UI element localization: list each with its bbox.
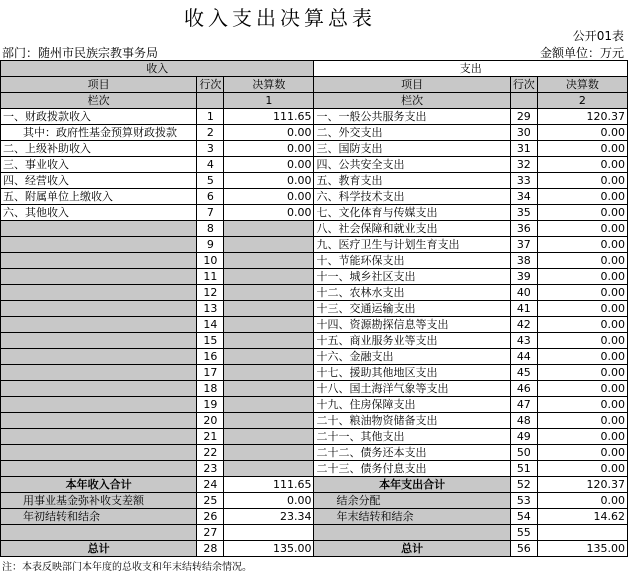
column-number-row <box>1 93 628 109</box>
summary-row <box>1 509 628 525</box>
income-amount-cell <box>224 317 314 333</box>
expense-item-cell: 十六、金融支出 <box>314 349 510 365</box>
expense-row-no-cell: 39 <box>510 269 537 285</box>
expense-summary-item: 结余分配 <box>314 493 510 509</box>
income-item-cell <box>1 237 197 253</box>
income-item-cell: 二、上级补助收入 <box>1 141 197 157</box>
expense-summary-amount: 0.00 <box>537 493 627 509</box>
expense-row-no-cell: 48 <box>510 413 537 429</box>
expense-col-label: 栏次 <box>314 93 510 109</box>
expense-item-cell: 十四、资源勘探信息等支出 <box>314 317 510 333</box>
expense-item-cell: 三、国防支出 <box>314 141 510 157</box>
income-row-no-cell: 4 <box>197 157 224 173</box>
department-label: 部门：随州市民族宗教事务局 <box>2 46 159 60</box>
income-item-cell: 四、经营收入 <box>1 173 197 189</box>
expense-row-no-cell: 41 <box>510 301 537 317</box>
income-amount-cell <box>224 253 314 269</box>
expense-amount-cell: 0.00 <box>537 397 627 413</box>
income-row-no-cell: 12 <box>197 285 224 301</box>
expense-row-no-cell: 42 <box>510 317 537 333</box>
income-item-cell <box>1 349 197 365</box>
income-amount-cell <box>224 349 314 365</box>
expense-item-cell: 二、外交支出 <box>314 125 510 141</box>
expense-amount-cell: 0.00 <box>537 413 627 429</box>
income-summary-item <box>1 525 197 541</box>
income-amount-cell: 0.00 <box>224 125 314 141</box>
income-item-cell <box>1 253 197 269</box>
income-row-no-cell: 11 <box>197 269 224 285</box>
income-amount-cell <box>224 237 314 253</box>
income-item-cell: 一、财政拨款收入 <box>1 109 197 125</box>
income-section-header: 收入 <box>1 61 314 77</box>
page-title: 收入支出决算总表 <box>184 6 376 30</box>
income-col-number: 1 <box>224 93 314 109</box>
table-row <box>1 189 628 205</box>
expense-row-no-cell: 33 <box>510 173 537 189</box>
expense-row-no-cell: 30 <box>510 125 537 141</box>
expense-col-number: 2 <box>537 93 627 109</box>
income-row-no-cell: 18 <box>197 381 224 397</box>
income-summary-amount <box>224 525 314 541</box>
table-row <box>1 301 628 317</box>
income-item-cell <box>1 269 197 285</box>
income-item-cell <box>1 413 197 429</box>
table-row <box>1 237 628 253</box>
expense-summary-row-no: 54 <box>510 509 537 525</box>
table-row <box>1 205 628 221</box>
table-row <box>1 381 628 397</box>
expense-item-cell: 七、文化体育与传媒支出 <box>314 205 510 221</box>
income-row-no-cell: 1 <box>197 109 224 125</box>
income-item-cell <box>1 301 197 317</box>
income-amount-cell <box>224 429 314 445</box>
expense-row-no-cell: 34 <box>510 189 537 205</box>
table-row <box>1 429 628 445</box>
expense-summary-item: 年末结转和结余 <box>314 509 510 525</box>
expense-row-no-cell: 43 <box>510 333 537 349</box>
table-row <box>1 333 628 349</box>
table-row <box>1 157 628 173</box>
income-amount-header: 决算数 <box>224 77 314 93</box>
expense-amount-cell: 0.00 <box>537 205 627 221</box>
expense-amount-cell: 0.00 <box>537 141 627 157</box>
income-item-cell: 三、事业收入 <box>1 157 197 173</box>
expense-row-no-cell: 51 <box>510 461 537 477</box>
table-row <box>1 221 628 237</box>
income-row-no-cell: 16 <box>197 349 224 365</box>
expense-amount-cell: 0.00 <box>537 365 627 381</box>
expense-amount-cell: 0.00 <box>537 429 627 445</box>
summary-row <box>1 541 628 557</box>
expense-row-no-cell: 46 <box>510 381 537 397</box>
expense-amount-cell: 0.00 <box>537 317 627 333</box>
expense-amount-cell: 0.00 <box>537 125 627 141</box>
income-summary-row-no: 25 <box>197 493 224 509</box>
income-amount-cell <box>224 413 314 429</box>
income-item-cell: 其中：政府性基金预算财政拨款 <box>1 125 197 141</box>
income-amount-cell <box>224 221 314 237</box>
income-row-no-cell: 13 <box>197 301 224 317</box>
expense-amount-cell: 0.00 <box>537 269 627 285</box>
income-row-no-cell: 2 <box>197 125 224 141</box>
income-summary-row-no: 28 <box>197 541 224 557</box>
income-amount-cell: 0.00 <box>224 205 314 221</box>
income-row-no-cell: 5 <box>197 173 224 189</box>
income-row-no-cell: 9 <box>197 237 224 253</box>
income-row-no-cell: 17 <box>197 365 224 381</box>
income-summary-amount: 135.00 <box>224 541 314 557</box>
income-amount-cell <box>224 333 314 349</box>
income-summary-item: 本年收入合计 <box>1 477 197 493</box>
table-row <box>1 445 628 461</box>
expense-amount-header: 决算数 <box>537 77 627 93</box>
expense-item-cell: 二十一、其他支出 <box>314 429 510 445</box>
expense-amount-cell: 0.00 <box>537 221 627 237</box>
expense-amount-cell: 0.00 <box>537 349 627 365</box>
income-row-no-cell: 14 <box>197 317 224 333</box>
expense-amount-cell: 120.37 <box>537 109 627 125</box>
expense-item-cell: 一、一般公共服务支出 <box>314 109 510 125</box>
income-amount-cell: 0.00 <box>224 141 314 157</box>
expense-amount-cell: 0.00 <box>537 285 627 301</box>
income-amount-cell: 111.65 <box>224 109 314 125</box>
expense-section-header: 支出 <box>314 61 628 77</box>
income-summary-amount: 111.65 <box>224 477 314 493</box>
expense-amount-cell: 0.00 <box>537 333 627 349</box>
expense-item-cell: 十九、住房保障支出 <box>314 397 510 413</box>
income-item-cell <box>1 461 197 477</box>
expense-item-cell: 十一、城乡社区支出 <box>314 269 510 285</box>
income-row-no-cell: 22 <box>197 445 224 461</box>
income-amount-cell <box>224 285 314 301</box>
income-row-no-cell: 15 <box>197 333 224 349</box>
expense-summary-item: 本年支出合计 <box>314 477 510 493</box>
column-header-row <box>1 77 628 93</box>
expense-amount-cell: 0.00 <box>537 157 627 173</box>
expense-row-no-header: 行次 <box>510 77 537 93</box>
income-item-header: 项目 <box>1 77 197 93</box>
expense-amount-cell: 0.00 <box>537 173 627 189</box>
expense-item-cell: 十八、国土海洋气象等支出 <box>314 381 510 397</box>
income-summary-row-no: 24 <box>197 477 224 493</box>
table-row <box>1 461 628 477</box>
income-row-no-header: 行次 <box>197 77 224 93</box>
expense-row-no-cell: 45 <box>510 365 537 381</box>
expense-summary-item <box>314 525 510 541</box>
summary-row <box>1 477 628 493</box>
expense-item-cell: 六、科学技术支出 <box>314 189 510 205</box>
expense-row-no-cell: 35 <box>510 205 537 221</box>
expense-summary-amount: 14.62 <box>537 509 627 525</box>
summary-row <box>1 493 628 509</box>
income-amount-cell <box>224 397 314 413</box>
table-row <box>1 285 628 301</box>
income-item-cell <box>1 317 197 333</box>
income-amount-cell <box>224 301 314 317</box>
expense-item-cell: 八、社会保障和就业支出 <box>314 221 510 237</box>
income-amount-cell <box>224 381 314 397</box>
footnote: 注：本表反映部门本年度的总收支和年末结转结余情况。 <box>2 562 252 573</box>
expense-summary-row-no: 55 <box>510 525 537 541</box>
expense-row-no-cell: 50 <box>510 445 537 461</box>
expense-item-header: 项目 <box>314 77 510 93</box>
expense-item-cell: 十五、商业服务业等支出 <box>314 333 510 349</box>
expense-item-cell: 十、节能环保支出 <box>314 253 510 269</box>
table-row <box>1 413 628 429</box>
expense-summary-row-no: 52 <box>510 477 537 493</box>
income-summary-item: 用事业基金弥补收支差额 <box>1 493 197 509</box>
expense-item-cell: 九、医疗卫生与计划生育支出 <box>314 237 510 253</box>
income-amount-cell <box>224 461 314 477</box>
income-amount-cell: 0.00 <box>224 173 314 189</box>
income-row-no-cell: 6 <box>197 189 224 205</box>
expense-row-no-cell: 44 <box>510 349 537 365</box>
income-amount-cell: 0.00 <box>224 189 314 205</box>
expense-amount-cell: 0.00 <box>537 237 627 253</box>
expense-row-no-cell: 36 <box>510 221 537 237</box>
income-item-cell <box>1 381 197 397</box>
expense-row-no-cell: 32 <box>510 157 537 173</box>
income-col-label: 栏次 <box>1 93 197 109</box>
income-row-no-cell: 10 <box>197 253 224 269</box>
income-row-no-cell: 19 <box>197 397 224 413</box>
expense-item-cell: 四、公共安全支出 <box>314 157 510 173</box>
income-item-cell <box>1 285 197 301</box>
expense-item-cell: 十三、交通运输支出 <box>314 301 510 317</box>
income-amount-cell <box>224 445 314 461</box>
expense-summary-amount: 135.00 <box>537 541 627 557</box>
income-summary-row-no: 26 <box>197 509 224 525</box>
expense-item-cell: 二十、粮油物资储备支出 <box>314 413 510 429</box>
income-row-no-cell: 23 <box>197 461 224 477</box>
income-row-no-cell: 7 <box>197 205 224 221</box>
expense-amount-cell: 0.00 <box>537 189 627 205</box>
table-row <box>1 253 628 269</box>
expense-item-cell: 五、教育支出 <box>314 173 510 189</box>
income-row-no-cell: 8 <box>197 221 224 237</box>
income-item-cell <box>1 397 197 413</box>
summary-row <box>1 525 628 541</box>
expense-amount-cell: 0.00 <box>537 381 627 397</box>
income-item-cell <box>1 333 197 349</box>
income-item-cell: 五、附属单位上缴收入 <box>1 189 197 205</box>
table-row <box>1 141 628 157</box>
income-item-cell: 六、其他收入 <box>1 205 197 221</box>
table-row <box>1 365 628 381</box>
expense-row-no-cell: 31 <box>510 141 537 157</box>
table-row <box>1 173 628 189</box>
income-item-cell <box>1 429 197 445</box>
income-amount-cell <box>224 365 314 381</box>
income-row-no-cell: 20 <box>197 413 224 429</box>
table-row <box>1 269 628 285</box>
expense-row-no-cell: 29 <box>510 109 537 125</box>
income-row-no-cell: 3 <box>197 141 224 157</box>
income-expense-table <box>0 60 628 557</box>
expense-item-cell: 十七、援助其他地区支出 <box>314 365 510 381</box>
income-item-cell <box>1 221 197 237</box>
section-header-row <box>1 61 628 77</box>
income-col-blank <box>197 93 224 109</box>
expense-item-cell: 十二、农林水支出 <box>314 285 510 301</box>
form-code: 公开01表 <box>572 29 624 43</box>
income-summary-amount: 0.00 <box>224 493 314 509</box>
expense-amount-cell: 0.00 <box>537 445 627 461</box>
expense-col-blank <box>510 93 537 109</box>
income-row-no-cell: 21 <box>197 429 224 445</box>
expense-row-no-cell: 49 <box>510 429 537 445</box>
expense-summary-row-no: 53 <box>510 493 537 509</box>
expense-row-no-cell: 47 <box>510 397 537 413</box>
table-row <box>1 397 628 413</box>
expense-row-no-cell: 38 <box>510 253 537 269</box>
expense-row-no-cell: 40 <box>510 285 537 301</box>
amount-unit-label: 金额单位：万元 <box>539 46 624 60</box>
expense-amount-cell: 0.00 <box>537 253 627 269</box>
table-row <box>1 109 628 125</box>
expense-summary-item: 总计 <box>314 541 510 557</box>
expense-amount-cell: 0.00 <box>537 461 627 477</box>
table-row <box>1 349 628 365</box>
income-amount-cell <box>224 269 314 285</box>
income-summary-item: 总计 <box>1 541 197 557</box>
income-summary-item: 年初结转和结余 <box>1 509 197 525</box>
income-amount-cell: 0.00 <box>224 157 314 173</box>
expense-amount-cell: 0.00 <box>537 301 627 317</box>
expense-item-cell: 二十二、债务还本支出 <box>314 445 510 461</box>
income-summary-amount: 23.34 <box>224 509 314 525</box>
income-summary-row-no: 27 <box>197 525 224 541</box>
income-item-cell <box>1 365 197 381</box>
expense-item-cell: 二十三、债务付息支出 <box>314 461 510 477</box>
expense-summary-row-no: 56 <box>510 541 537 557</box>
expense-row-no-cell: 37 <box>510 237 537 253</box>
expense-summary-amount: 120.37 <box>537 477 627 493</box>
income-item-cell <box>1 445 197 461</box>
table-row <box>1 317 628 333</box>
table-row <box>1 125 628 141</box>
expense-summary-amount <box>537 525 627 541</box>
